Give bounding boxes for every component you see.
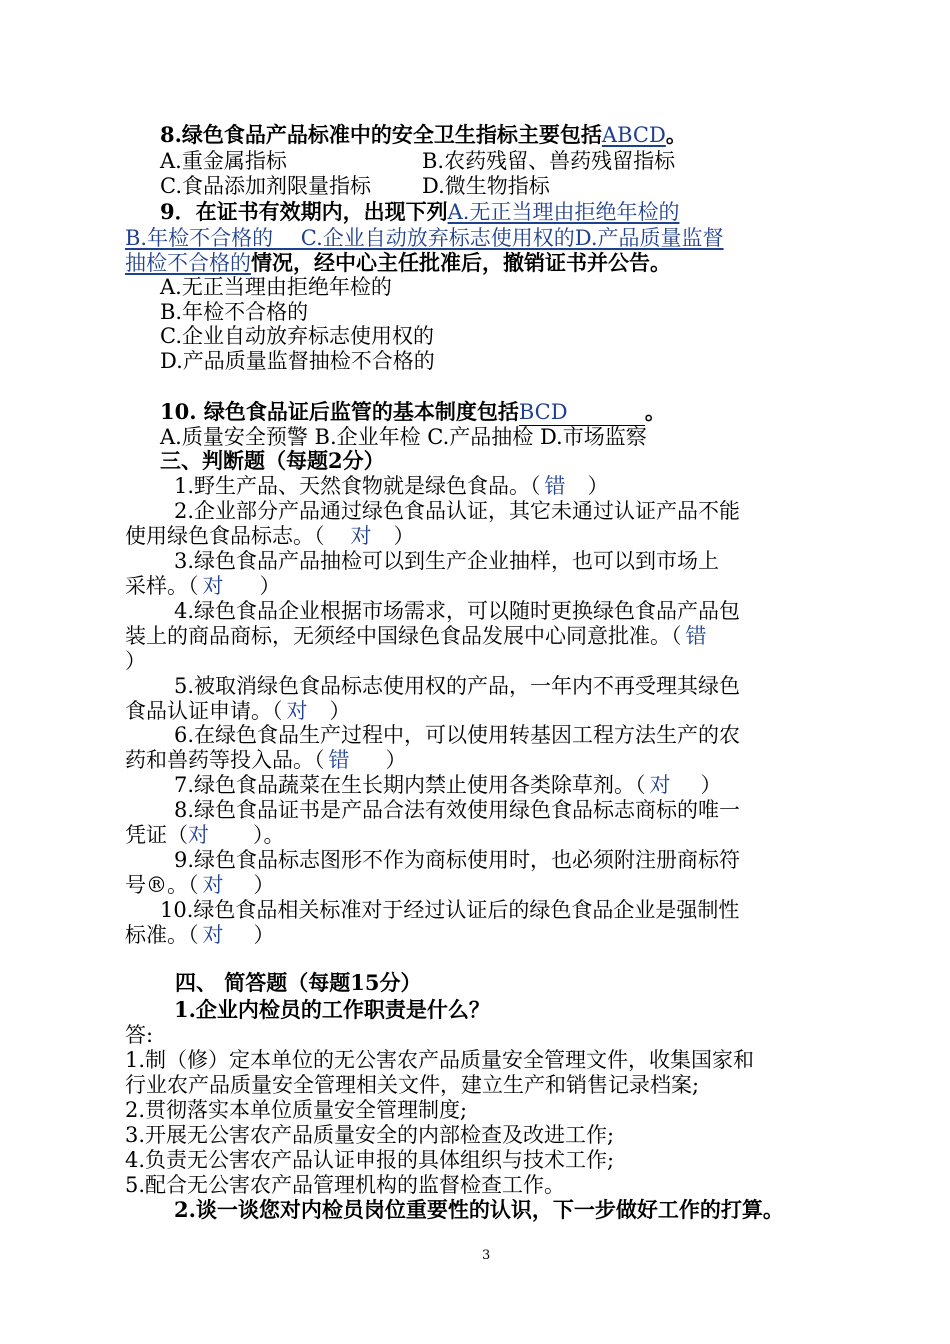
- q9-option-c: C.企业自动放弃标志使用权的: [160, 324, 434, 348]
- q10-options: A.质量安全预警 B.企业年检 C.产品抽检 D.市场监察: [160, 425, 647, 449]
- q10-stem: 10. 绿色食品证后监管的基本制度包括BCD 。: [160, 399, 666, 424]
- tf-item-3-cont: 采样。（ 对 ）: [125, 574, 281, 598]
- tf-answer-10: 对: [202, 923, 224, 947]
- tf-answer-8: 对: [188, 823, 209, 847]
- tf-item-3: 3.绿色食品产品抽检可以到生产企业抽样，也可以到市场上: [174, 549, 720, 573]
- tf-item-9-cont: 号®。（ 对 ）: [125, 873, 275, 897]
- tf-item-10: 10.绿色食品相关标准对于经过认证后的绿色食品企业是强制性: [160, 898, 740, 922]
- tf-item-2-cont: 使用绿色食品标志。（ 对 ）: [125, 524, 415, 548]
- tf-answer-9: 对: [202, 873, 224, 897]
- tf-item-7: 7.绿色食品蔬菜在生长期内禁止使用各类除草剂。（ 对 ）: [174, 773, 722, 797]
- q10-answer-blank: [519, 399, 645, 426]
- sa-answer-line-4: 3.开展无公害农产品质量安全的内部检查及改进工作;: [125, 1123, 615, 1147]
- q9-answer-part1: A.无正当理由拒绝年检的: [447, 200, 680, 224]
- tf-item-6: 6.在绿色食品生产过程中，可以使用转基因工程方法生产的农: [174, 723, 741, 747]
- tf-answer-3: 对: [202, 574, 224, 598]
- tf-item-5-cont: 食品认证申请。（ 对 ）: [125, 699, 351, 723]
- q8-option-a: A.重金属指标: [160, 149, 287, 173]
- tf-item-4-cont: 装上的商品商标，无须经中国绿色食品发展中心同意批准。（ 错: [125, 624, 707, 648]
- tf-answer-1: 错: [544, 474, 566, 498]
- sa-heading: 四、 简答题（每题15分）: [175, 970, 422, 995]
- tf-item-4-close: ）: [125, 649, 146, 673]
- sa-answer-line-5: 4.负责无公害农产品认证申报的具体组织与技术工作;: [125, 1148, 615, 1172]
- q8-stem: 8.绿色食品产品标准中的安全卫生指标主要包括ABCD。: [160, 122, 687, 147]
- tf-answer-5: 对: [286, 699, 308, 723]
- sa-answer-line-1: 1.制（修）定本单位的无公害农产品质量安全管理文件，收集国家和: [125, 1048, 755, 1072]
- q8-option-c: C.食品添加剂限量指标: [160, 174, 371, 198]
- q9-answer-part2: B.年检不合格的 C.企业自动放弃标志使用权的D.产品质量监督: [125, 226, 724, 250]
- sa-answer-label: 答:: [125, 1023, 154, 1047]
- q10-answer: BCD: [518, 400, 568, 424]
- tf-item-2: 2.企业部分产品通过绿色食品认证，其它未通过认证产品不能: [174, 499, 741, 523]
- q9-stem-tail: 抽检不合格的情况，经中心主任批准后，撤销证书并公告。: [125, 250, 671, 275]
- tf-item-4: 4.绿色食品企业根据市场需求，可以随时更换绿色食品产品包: [174, 599, 741, 623]
- tf-answer-4: 错: [685, 624, 707, 648]
- tf-item-8-cont: 凭证（对 ）。: [125, 823, 285, 847]
- tf-item-10-cont: 标准。（ 对 ）: [125, 923, 275, 947]
- sa-answer-line-2: 行业农产品质量安全管理相关文件，建立生产和销售记录档案;: [125, 1073, 700, 1097]
- tf-item-6-cont: 药和兽药等投入品。（ 错 ）: [125, 748, 407, 772]
- page-number: 3: [482, 1248, 491, 1263]
- tf-item-1: 1.野生产品、天然食物就是绿色食品。（ 错 ）: [174, 474, 609, 498]
- q8-answer: ABCD: [601, 123, 666, 147]
- tf-heading: 三、判断题（每题2分）: [160, 448, 385, 473]
- q9-stem: 9．在证书有效期内，出现下列A.无正当理由拒绝年检的: [160, 199, 680, 224]
- q9-option-a: A.无正当理由拒绝年检的: [160, 275, 392, 299]
- q9-option-d: D.产品质量监督抽检不合格的: [160, 349, 435, 373]
- sa-answer-line-3: 2.贯彻落实本单位质量安全管理制度;: [125, 1098, 468, 1122]
- q9-answer-part3: 抽检不合格的: [125, 251, 251, 275]
- tf-item-8: 8.绿色食品证书是产品合法有效使用绿色食品标志商标的唯一: [174, 798, 741, 822]
- q9-option-b: B.年检不合格的: [160, 300, 309, 324]
- sa-answer-line-6: 5.配合无公害农产品管理机构的监督检查工作。: [125, 1173, 566, 1197]
- tf-answer-2: 对: [350, 524, 372, 548]
- q8-option-b: B.农药残留、兽药残留指标: [422, 149, 676, 173]
- tf-item-9: 9.绿色食品标志图形不作为商标使用时，也必须附注册商标符: [174, 848, 741, 872]
- tf-answer-6: 错: [328, 748, 350, 772]
- sa-question-1: 1.企业内检员的工作职责是什么？: [174, 997, 490, 1022]
- sa-question-2: 2.谈一谈您对内检员岗位重要性的认识，下一步做好工作的打算。: [174, 1197, 784, 1222]
- tf-answer-7: 对: [649, 773, 671, 797]
- tf-item-5: 5.被取消绿色食品标志使用权的产品，一年内不再受理其绿色: [174, 674, 741, 698]
- q8-option-d: D.微生物指标: [422, 174, 550, 198]
